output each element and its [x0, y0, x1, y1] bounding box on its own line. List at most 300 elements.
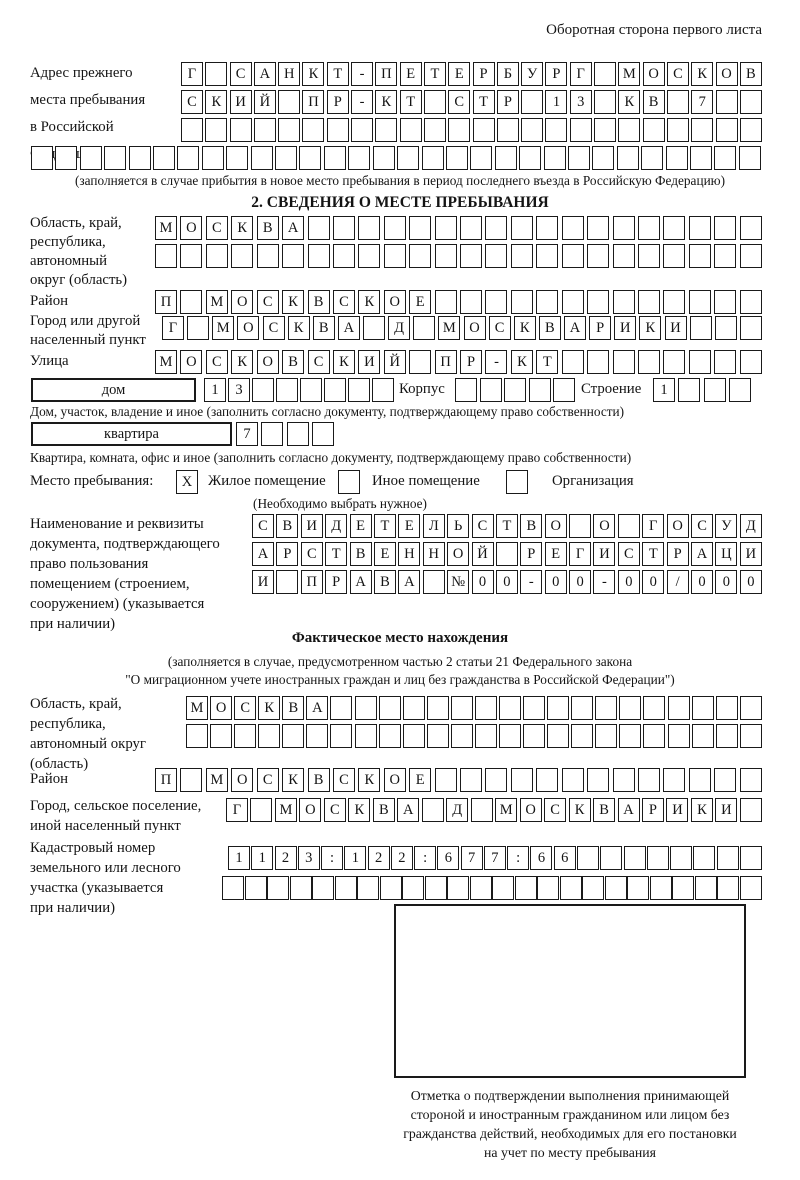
char-cell[interactable]: 0	[545, 570, 567, 594]
char-cell[interactable]	[308, 244, 330, 268]
char-cell[interactable]	[499, 724, 521, 748]
char-cell[interactable]	[186, 724, 208, 748]
char-cell[interactable]: В	[257, 216, 279, 240]
char-cell[interactable]: А	[397, 798, 419, 822]
char-cell[interactable]	[667, 90, 689, 114]
char-cell[interactable]	[570, 118, 592, 142]
char-cell[interactable]: Е	[374, 542, 396, 566]
char-cell[interactable]: :	[321, 846, 343, 870]
char-cell[interactable]: Й	[384, 350, 406, 374]
char-cell[interactable]	[740, 696, 762, 720]
char-cell[interactable]	[129, 146, 151, 170]
char-cell[interactable]	[300, 378, 322, 402]
char-cell[interactable]: С	[257, 290, 279, 314]
char-cell[interactable]	[400, 118, 422, 142]
char-cell[interactable]: А	[254, 62, 276, 86]
char-cell[interactable]	[202, 146, 224, 170]
char-cell[interactable]	[499, 696, 521, 720]
char-cell[interactable]	[668, 724, 690, 748]
char-cell[interactable]	[422, 798, 444, 822]
char-cell[interactable]	[226, 146, 248, 170]
char-cell[interactable]: Е	[400, 62, 422, 86]
char-cell[interactable]: Б	[497, 62, 519, 86]
char-cell[interactable]: В	[520, 514, 542, 538]
char-cell[interactable]: К	[231, 216, 253, 240]
char-cell[interactable]	[638, 244, 660, 268]
char-cell[interactable]: С	[263, 316, 285, 340]
char-cell[interactable]: 6	[554, 846, 576, 870]
char-cell[interactable]	[587, 768, 609, 792]
char-cell[interactable]: К	[691, 62, 713, 86]
char-cell[interactable]: К	[282, 768, 304, 792]
char-cell[interactable]	[594, 118, 616, 142]
char-cell[interactable]: К	[205, 90, 227, 114]
char-cell[interactable]	[276, 570, 298, 594]
char-cell[interactable]	[740, 350, 762, 374]
char-cell[interactable]: С	[489, 316, 511, 340]
char-cell[interactable]: Р	[276, 542, 298, 566]
char-cell[interactable]: М	[495, 798, 517, 822]
char-cell[interactable]	[519, 146, 541, 170]
char-cell[interactable]: Р	[473, 62, 495, 86]
char-cell[interactable]: О	[237, 316, 259, 340]
char-cell[interactable]	[278, 90, 300, 114]
char-cell[interactable]: И	[740, 542, 762, 566]
char-cell[interactable]	[473, 118, 495, 142]
char-cell[interactable]: М	[438, 316, 460, 340]
char-cell[interactable]: 1	[344, 846, 366, 870]
char-cell[interactable]: Р	[589, 316, 611, 340]
char-cell[interactable]: О	[180, 216, 202, 240]
char-cell[interactable]	[379, 696, 401, 720]
char-cell[interactable]: О	[257, 350, 279, 374]
char-cell[interactable]: П	[301, 570, 323, 594]
char-cell[interactable]	[739, 146, 761, 170]
char-cell[interactable]: В	[539, 316, 561, 340]
char-cell[interactable]	[547, 724, 569, 748]
char-cell[interactable]	[553, 378, 575, 402]
char-cell[interactable]: В	[643, 90, 665, 114]
char-cell[interactable]: Т	[424, 62, 446, 86]
char-cell[interactable]	[594, 62, 616, 86]
char-cell[interactable]	[251, 146, 273, 170]
char-cell[interactable]: В	[276, 514, 298, 538]
char-cell[interactable]	[495, 146, 517, 170]
char-cell[interactable]: Г	[570, 62, 592, 86]
char-cell[interactable]	[714, 146, 736, 170]
char-cell[interactable]	[31, 146, 53, 170]
char-cell[interactable]	[693, 846, 715, 870]
char-cell[interactable]	[155, 244, 177, 268]
char-cell[interactable]: В	[308, 290, 330, 314]
char-cell[interactable]: О	[210, 696, 232, 720]
char-cell[interactable]	[282, 724, 304, 748]
char-cell[interactable]	[308, 216, 330, 240]
char-cell[interactable]	[560, 876, 582, 900]
char-cell[interactable]: О	[384, 768, 406, 792]
char-cell[interactable]	[447, 876, 469, 900]
char-cell[interactable]: Н	[278, 62, 300, 86]
char-cell[interactable]	[568, 146, 590, 170]
char-cell[interactable]: -	[485, 350, 507, 374]
char-cell[interactable]	[230, 118, 252, 142]
char-cell[interactable]: Н	[423, 542, 445, 566]
char-cell[interactable]	[740, 316, 762, 340]
char-cell[interactable]	[545, 118, 567, 142]
char-cell[interactable]	[380, 876, 402, 900]
char-cell[interactable]: К	[258, 696, 280, 720]
char-cell[interactable]: О	[667, 514, 689, 538]
char-cell[interactable]: С	[448, 90, 470, 114]
char-cell[interactable]: К	[333, 350, 355, 374]
char-cell[interactable]: 6	[530, 846, 552, 870]
char-cell[interactable]: В	[374, 570, 396, 594]
char-cell[interactable]	[714, 768, 736, 792]
char-cell[interactable]: М	[186, 696, 208, 720]
char-cell[interactable]: 3	[298, 846, 320, 870]
char-cell[interactable]: И	[665, 316, 687, 340]
char-cell[interactable]	[600, 846, 622, 870]
char-cell[interactable]	[348, 378, 370, 402]
char-cell[interactable]	[312, 876, 334, 900]
char-cell[interactable]	[470, 146, 492, 170]
char-cell[interactable]: С	[181, 90, 203, 114]
char-cell[interactable]: И	[715, 798, 737, 822]
char-cell[interactable]	[355, 724, 377, 748]
char-cell[interactable]: Л	[423, 514, 445, 538]
char-cell[interactable]: Г	[569, 542, 591, 566]
char-cell[interactable]: О	[299, 798, 321, 822]
char-cell[interactable]	[689, 768, 711, 792]
char-cell[interactable]	[714, 350, 736, 374]
char-cell[interactable]	[668, 696, 690, 720]
char-cell[interactable]	[403, 724, 425, 748]
char-cell[interactable]: К	[358, 290, 380, 314]
char-cell[interactable]	[562, 290, 584, 314]
char-cell[interactable]	[460, 768, 482, 792]
char-cell[interactable]	[422, 146, 444, 170]
char-cell[interactable]	[617, 146, 639, 170]
char-cell[interactable]	[351, 118, 373, 142]
char-cell[interactable]	[231, 244, 253, 268]
char-cell[interactable]	[287, 422, 309, 446]
char-cell[interactable]	[562, 768, 584, 792]
char-cell[interactable]: К	[511, 350, 533, 374]
char-cell[interactable]	[427, 696, 449, 720]
char-cell[interactable]: Т	[327, 62, 349, 86]
char-cell[interactable]	[397, 146, 419, 170]
char-cell[interactable]	[571, 724, 593, 748]
char-cell[interactable]: П	[302, 90, 324, 114]
char-cell[interactable]	[691, 118, 713, 142]
char-cell[interactable]: Р	[520, 542, 542, 566]
char-cell[interactable]	[689, 216, 711, 240]
char-cell[interactable]	[536, 244, 558, 268]
char-cell[interactable]	[451, 696, 473, 720]
char-cell[interactable]	[511, 244, 533, 268]
char-cell[interactable]	[451, 724, 473, 748]
char-cell[interactable]	[638, 216, 660, 240]
char-cell[interactable]: И	[252, 570, 274, 594]
char-cell[interactable]	[425, 876, 447, 900]
char-cell[interactable]	[692, 696, 714, 720]
char-cell[interactable]	[205, 118, 227, 142]
char-cell[interactable]: К	[282, 290, 304, 314]
char-cell[interactable]: М	[275, 798, 297, 822]
char-cell[interactable]	[435, 768, 457, 792]
char-cell[interactable]	[180, 244, 202, 268]
char-cell[interactable]: И	[301, 514, 323, 538]
char-cell[interactable]	[423, 570, 445, 594]
char-cell[interactable]	[373, 146, 395, 170]
char-cell[interactable]: 0	[642, 570, 664, 594]
char-cell[interactable]	[536, 290, 558, 314]
char-cell[interactable]	[595, 696, 617, 720]
char-cell[interactable]: Д	[740, 514, 762, 538]
char-cell[interactable]	[716, 696, 738, 720]
char-cell[interactable]: Й	[472, 542, 494, 566]
char-cell[interactable]	[643, 118, 665, 142]
char-cell[interactable]	[475, 696, 497, 720]
char-cell[interactable]	[324, 378, 346, 402]
char-cell[interactable]	[460, 290, 482, 314]
char-cell[interactable]	[569, 514, 591, 538]
char-cell[interactable]	[716, 724, 738, 748]
char-cell[interactable]	[647, 846, 669, 870]
char-cell[interactable]: Н	[398, 542, 420, 566]
char-cell[interactable]: С	[472, 514, 494, 538]
char-cell[interactable]	[537, 876, 559, 900]
char-cell[interactable]	[299, 146, 321, 170]
char-cell[interactable]	[729, 378, 751, 402]
char-cell[interactable]	[180, 290, 202, 314]
char-cell[interactable]	[562, 244, 584, 268]
char-cell[interactable]	[504, 378, 526, 402]
char-cell[interactable]	[181, 118, 203, 142]
char-cell[interactable]: Г	[181, 62, 203, 86]
char-cell[interactable]	[402, 876, 424, 900]
char-cell[interactable]	[492, 876, 514, 900]
char-cell[interactable]	[290, 876, 312, 900]
char-cell[interactable]	[363, 316, 385, 340]
char-cell[interactable]: С	[301, 542, 323, 566]
char-cell[interactable]	[180, 768, 202, 792]
char-cell[interactable]	[435, 290, 457, 314]
char-cell[interactable]: В	[308, 768, 330, 792]
char-cell[interactable]	[485, 290, 507, 314]
char-cell[interactable]	[605, 876, 627, 900]
char-cell[interactable]: Р	[545, 62, 567, 86]
char-cell[interactable]: М	[206, 768, 228, 792]
char-cell[interactable]: О	[180, 350, 202, 374]
char-cell[interactable]: П	[155, 290, 177, 314]
char-cell[interactable]	[409, 350, 431, 374]
char-cell[interactable]	[638, 350, 660, 374]
char-cell[interactable]	[663, 350, 685, 374]
char-cell[interactable]: И	[358, 350, 380, 374]
char-cell[interactable]	[327, 118, 349, 142]
char-cell[interactable]: С	[333, 768, 355, 792]
char-cell[interactable]: П	[375, 62, 397, 86]
char-cell[interactable]: Р	[327, 90, 349, 114]
char-cell[interactable]: Т	[374, 514, 396, 538]
char-cell[interactable]: С	[324, 798, 346, 822]
char-cell[interactable]	[638, 290, 660, 314]
char-cell[interactable]: У	[521, 62, 543, 86]
char-cell[interactable]	[663, 290, 685, 314]
char-cell[interactable]: И	[666, 798, 688, 822]
char-cell[interactable]: О	[593, 514, 615, 538]
char-cell[interactable]: С	[234, 696, 256, 720]
char-cell[interactable]	[470, 876, 492, 900]
char-cell[interactable]: С	[308, 350, 330, 374]
char-cell[interactable]: 0	[472, 570, 494, 594]
char-cell[interactable]	[613, 350, 635, 374]
char-cell[interactable]: -	[351, 90, 373, 114]
char-cell[interactable]: К	[231, 350, 253, 374]
char-cell[interactable]: Р	[667, 542, 689, 566]
char-cell[interactable]	[663, 244, 685, 268]
char-cell[interactable]	[511, 216, 533, 240]
char-cell[interactable]	[267, 876, 289, 900]
char-cell[interactable]	[282, 244, 304, 268]
char-cell[interactable]: 1	[653, 378, 675, 402]
char-cell[interactable]	[618, 118, 640, 142]
char-cell[interactable]: У	[715, 514, 737, 538]
char-cell[interactable]	[595, 724, 617, 748]
char-cell[interactable]	[643, 724, 665, 748]
apartment-type-box[interactable]: квартира	[31, 422, 232, 446]
char-cell[interactable]	[254, 118, 276, 142]
char-cell[interactable]: Т	[496, 514, 518, 538]
char-cell[interactable]	[740, 798, 762, 822]
char-cell[interactable]: М	[155, 350, 177, 374]
char-cell[interactable]	[689, 290, 711, 314]
char-cell[interactable]	[252, 378, 274, 402]
char-cell[interactable]: К	[691, 798, 713, 822]
char-cell[interactable]: К	[618, 90, 640, 114]
char-cell[interactable]	[471, 798, 493, 822]
char-cell[interactable]: К	[302, 62, 324, 86]
char-cell[interactable]: -	[351, 62, 373, 86]
char-cell[interactable]	[187, 316, 209, 340]
char-cell[interactable]: В	[282, 350, 304, 374]
char-cell[interactable]: 1	[545, 90, 567, 114]
char-cell[interactable]	[529, 378, 551, 402]
char-cell[interactable]	[716, 118, 738, 142]
char-cell[interactable]: -	[593, 570, 615, 594]
char-cell[interactable]: А	[691, 542, 713, 566]
char-cell[interactable]: 7	[236, 422, 258, 446]
char-cell[interactable]: И	[614, 316, 636, 340]
char-cell[interactable]	[740, 290, 762, 314]
char-cell[interactable]	[678, 378, 700, 402]
char-cell[interactable]	[704, 378, 726, 402]
char-cell[interactable]	[250, 798, 272, 822]
char-cell[interactable]	[613, 290, 635, 314]
char-cell[interactable]	[80, 146, 102, 170]
char-cell[interactable]	[689, 244, 711, 268]
char-cell[interactable]	[618, 514, 640, 538]
char-cell[interactable]	[582, 876, 604, 900]
char-cell[interactable]	[740, 244, 762, 268]
char-cell[interactable]	[375, 118, 397, 142]
char-cell[interactable]	[460, 244, 482, 268]
char-cell[interactable]: Й	[254, 90, 276, 114]
char-cell[interactable]	[592, 146, 614, 170]
char-cell[interactable]: Е	[398, 514, 420, 538]
char-cell[interactable]	[536, 768, 558, 792]
char-cell[interactable]	[379, 724, 401, 748]
char-cell[interactable]: Т	[642, 542, 664, 566]
char-cell[interactable]	[587, 290, 609, 314]
char-cell[interactable]: А	[252, 542, 274, 566]
char-cell[interactable]	[690, 146, 712, 170]
char-cell[interactable]: Т	[473, 90, 495, 114]
char-cell[interactable]	[666, 146, 688, 170]
char-cell[interactable]	[358, 216, 380, 240]
char-cell[interactable]: 0	[740, 570, 762, 594]
char-cell[interactable]: О	[231, 768, 253, 792]
char-cell[interactable]: С	[667, 62, 689, 86]
char-cell[interactable]: Е	[409, 768, 431, 792]
char-cell[interactable]: 1	[204, 378, 226, 402]
char-cell[interactable]: Е	[545, 542, 567, 566]
char-cell[interactable]	[480, 378, 502, 402]
checkbox-organization[interactable]	[506, 470, 528, 494]
char-cell[interactable]: П	[155, 768, 177, 792]
char-cell[interactable]	[485, 768, 507, 792]
char-cell[interactable]: Р	[642, 798, 664, 822]
char-cell[interactable]: О	[447, 542, 469, 566]
char-cell[interactable]: О	[716, 62, 738, 86]
char-cell[interactable]	[358, 244, 380, 268]
char-cell[interactable]	[571, 696, 593, 720]
char-cell[interactable]: 2	[275, 846, 297, 870]
char-cell[interactable]	[355, 696, 377, 720]
char-cell[interactable]	[372, 378, 394, 402]
char-cell[interactable]	[460, 216, 482, 240]
char-cell[interactable]: М	[618, 62, 640, 86]
char-cell[interactable]	[475, 724, 497, 748]
char-cell[interactable]: Т	[325, 542, 347, 566]
char-cell[interactable]	[205, 62, 227, 86]
char-cell[interactable]	[177, 146, 199, 170]
char-cell[interactable]	[448, 118, 470, 142]
char-cell[interactable]: М	[206, 290, 228, 314]
char-cell[interactable]	[587, 244, 609, 268]
char-cell[interactable]	[643, 696, 665, 720]
char-cell[interactable]	[276, 378, 298, 402]
char-cell[interactable]	[261, 422, 283, 446]
char-cell[interactable]	[547, 696, 569, 720]
char-cell[interactable]	[577, 846, 599, 870]
char-cell[interactable]: 1	[228, 846, 250, 870]
char-cell[interactable]: С	[252, 514, 274, 538]
char-cell[interactable]: В	[740, 62, 762, 86]
char-cell[interactable]	[335, 876, 357, 900]
char-cell[interactable]: О	[643, 62, 665, 86]
char-cell[interactable]	[324, 146, 346, 170]
char-cell[interactable]	[587, 216, 609, 240]
char-cell[interactable]	[435, 216, 457, 240]
char-cell[interactable]	[55, 146, 77, 170]
char-cell[interactable]: В	[313, 316, 335, 340]
char-cell[interactable]: Т	[400, 90, 422, 114]
char-cell[interactable]	[717, 876, 739, 900]
char-cell[interactable]: 3	[228, 378, 250, 402]
char-cell[interactable]: М	[155, 216, 177, 240]
